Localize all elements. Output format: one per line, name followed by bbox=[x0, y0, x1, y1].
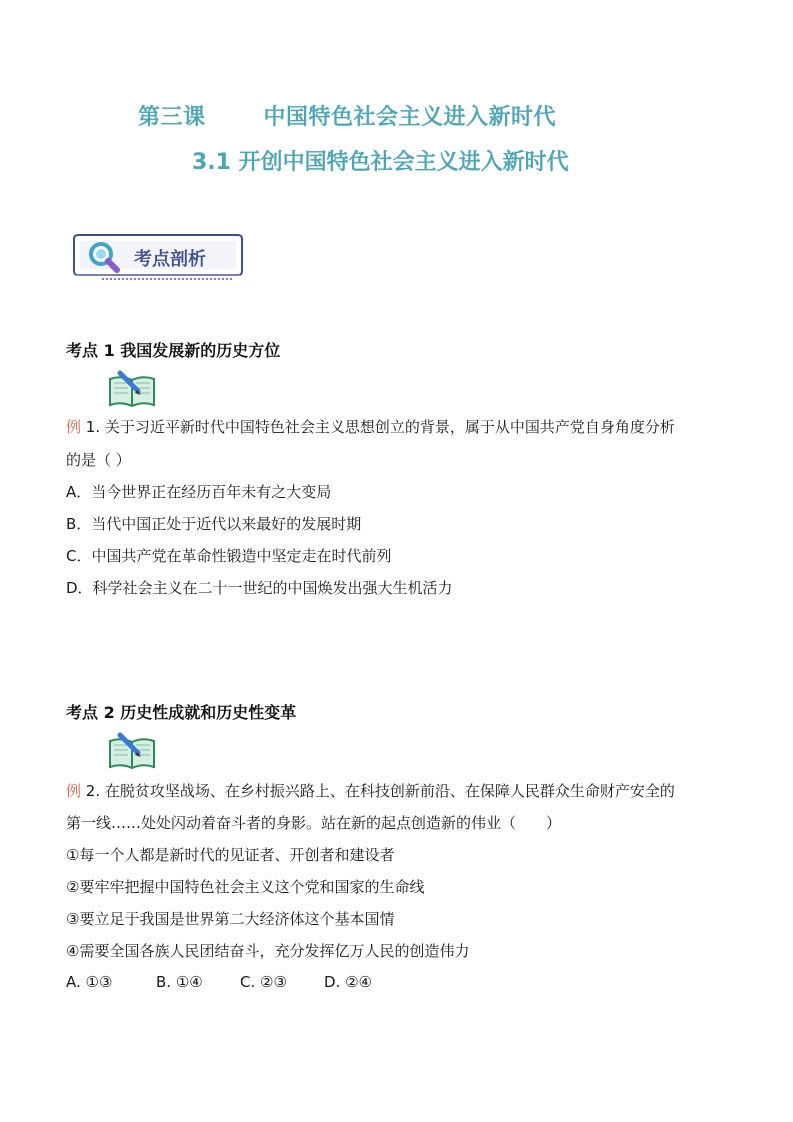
option-d: D．科学社会主义在二十一世纪的中国焕发出强大生机活力 bbox=[66, 579, 453, 597]
section-2-heading: 考点 2 历史性成就和历史性变革 bbox=[66, 703, 297, 722]
option-c: C．中国共产党在革命性锻造中坚定走在时代前列 bbox=[66, 547, 392, 565]
section-subtitle: 3.1 开创中国特色社会主义进入新时代 bbox=[192, 150, 569, 175]
lesson-name: 中国特色社会主义进入新时代 bbox=[263, 105, 557, 130]
example-2-line1 bbox=[66, 780, 675, 801]
badge-label: 考点剖析 bbox=[134, 249, 206, 270]
option-a: A．当今世界正在经历百年未有之大变局 bbox=[66, 483, 332, 501]
choice-d: D. ②④ bbox=[324, 973, 372, 991]
kaodian-badge bbox=[72, 231, 244, 285]
example-2-line2: 第一线……处处闪动着奋斗者的身影。站在新的起点创造新的伟业（ ） bbox=[66, 814, 562, 832]
choice-b: B. ①④ bbox=[156, 973, 203, 991]
statement-3: ③要立足于我国是世界第二大经济体这个基本国情 bbox=[66, 910, 395, 928]
book-pencil-icon bbox=[108, 369, 156, 409]
book-pencil-icon bbox=[108, 731, 156, 771]
lesson-number: 第三课 bbox=[138, 105, 206, 130]
statement-1: ①每一个人都是新时代的见证者、开创者和建设者 bbox=[66, 846, 395, 864]
statement-2: ②要牢牢把握中国特色社会主义这个党和国家的生命线 bbox=[66, 878, 425, 896]
example-1-text: 1. 关于习近平新时代中国特色社会主义思想创立的背景，属于从中国共产党自身角度分析 bbox=[81, 418, 675, 436]
option-b: B．当代中国正处于近代以来最好的发展时期 bbox=[66, 515, 362, 533]
lesson-title bbox=[138, 100, 556, 131]
answer-choices bbox=[66, 973, 372, 991]
statement-4: ④需要全国各族人民团结奋斗，充分发挥亿万人民的创造伟力 bbox=[66, 942, 470, 960]
magnifier-icon bbox=[86, 239, 122, 275]
section-1-heading: 考点 1 我国发展新的历史方位 bbox=[66, 341, 281, 360]
example-2-text: 2. 在脱贫攻坚战场、在乡村振兴路上、在科技创新前沿、在保障人民群众生命财产安全的 bbox=[81, 782, 675, 800]
example-1-line1 bbox=[66, 416, 675, 437]
example-2-label: 例 bbox=[66, 782, 82, 800]
example-1-line2: 的是（ ） bbox=[66, 451, 131, 469]
choice-a: A. ①③ bbox=[66, 973, 113, 991]
example-1-label: 例 bbox=[66, 418, 82, 436]
choice-c: C. ②③ bbox=[240, 973, 287, 991]
